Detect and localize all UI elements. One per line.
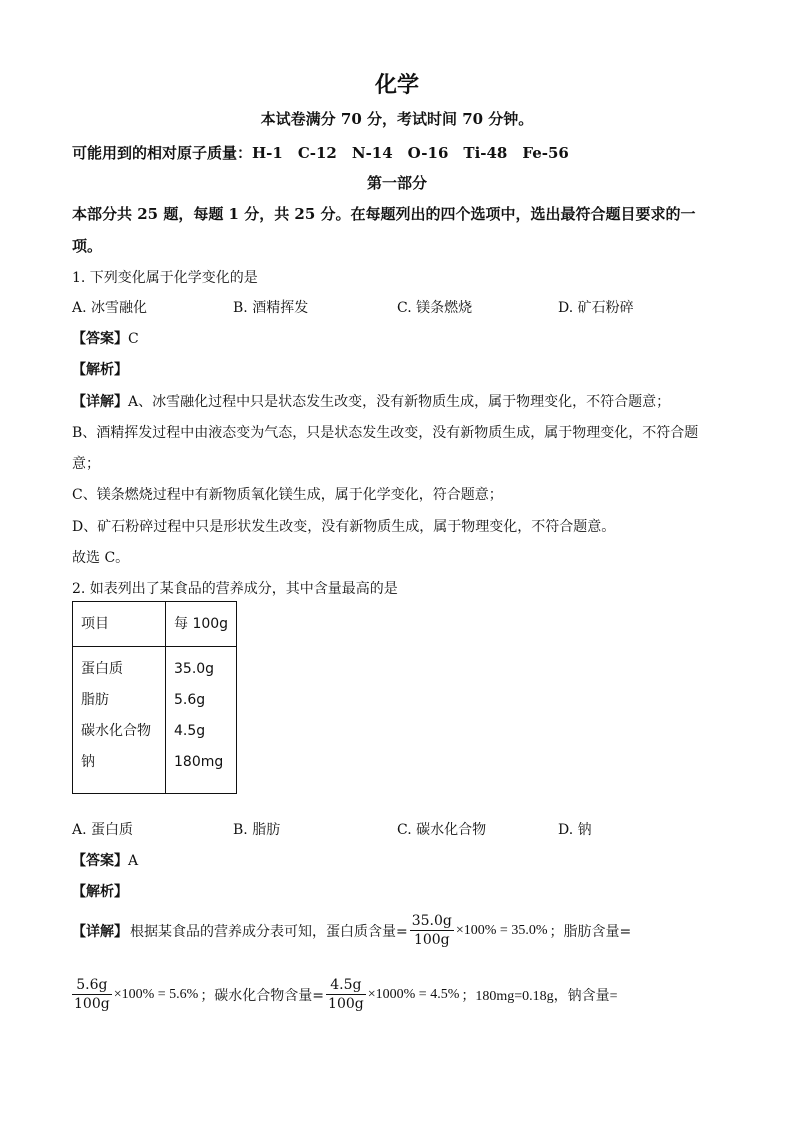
q1-detail-a [72, 391, 670, 411]
fraction-denominator: 100g [328, 996, 364, 1012]
part-title: 第一部分 [366, 174, 427, 192]
q1-detail-c: C、镁条燃烧过程中有新物质氧化镁生成，属于化学变化，符合题意； [72, 487, 503, 503]
q2-detail-line1 [72, 913, 631, 948]
q2-option-c: C. 碳水化合物 [397, 822, 487, 838]
q2-answer [72, 850, 138, 870]
detail-text: A、冰雪融化过程中只是状态发生改变，没有新物质生成，属于物理变化，不符合题意； [128, 394, 671, 410]
answer-value: A [128, 853, 139, 869]
q1-option-a: A. 冰雪融化 [72, 300, 148, 316]
fraction-denominator: 100g [413, 932, 450, 948]
fat-result: ×100% = 5.6% [113, 986, 199, 1002]
fat-label: ；脂肪含量= [549, 923, 632, 940]
detail-intro: 根据某食品的营养成分表可知，蛋白质含量= [130, 923, 408, 940]
q2-analysis-label: 【解析】 [72, 884, 128, 900]
table-body-row [73, 647, 237, 794]
detail-label: 【详解】 [72, 394, 128, 410]
detail-label: 【详解】 [72, 923, 128, 940]
table-header-value: 每 100g [166, 602, 237, 647]
carb-fraction [326, 977, 366, 1012]
answer-label: 【答案】 [72, 331, 128, 347]
q1-option-d: D. 矿石粉碎 [558, 300, 634, 316]
q1-answer [72, 328, 139, 348]
page-title: 化学 [374, 72, 419, 98]
nutrition-table [72, 601, 237, 794]
table-item: 蛋白质 [81, 661, 123, 677]
instructions-line-1: 本部分共 25 题，每题 1 分，共 25 分。在每题列出的四个选项中，选出最符合题目要求的一 [72, 205, 696, 223]
table-item: 碳水化合物 [81, 723, 151, 739]
fraction-denominator: 100g [74, 996, 110, 1012]
fraction-numerator: 4.5g [326, 977, 366, 995]
q2-option-d: D. 钠 [558, 822, 592, 838]
table-value: 35.0g [174, 661, 215, 677]
table-items-cell [73, 647, 166, 794]
q1-stem: 1. 下列变化属于化学变化的是 [72, 270, 258, 286]
table-header-item: 项目 [73, 602, 166, 647]
exam-info: 本试卷满分 70 分，考试时间 70 分钟。 [260, 110, 534, 128]
table-value: 180mg [174, 754, 224, 770]
q1-detail-b-line2: 意； [72, 456, 100, 472]
q1-option-c: C. 镁条燃烧 [397, 300, 473, 316]
table-value: 5.6g [174, 692, 206, 708]
protein-fraction [410, 913, 454, 948]
table-value: 4.5g [174, 723, 206, 739]
fat-fraction [72, 977, 112, 1012]
protein-result: ×100% = 35.0% [455, 922, 548, 938]
instructions-line-2: 项。 [72, 237, 103, 255]
table-item: 脂肪 [81, 692, 109, 708]
fraction-numerator: 5.6g [72, 977, 112, 995]
table-item: 钠 [81, 754, 95, 770]
q1-detail-d: D、矿石粉碎过程中只是形状发生改变，没有新物质生成，属于物理变化，不符合题意。 [72, 519, 616, 535]
carb-result: ×1000% = 4.5% [367, 986, 460, 1002]
table-values-cell [166, 647, 237, 794]
q1-analysis-label: 【解析】 [72, 362, 128, 378]
atomic-mass-line: 可能用到的相对原子质量：H-1 C-12 N-14 O-16 Ti-48 Fe-56 [72, 144, 569, 162]
answer-value: C [128, 331, 139, 347]
q1-conclusion: 故选 C。 [72, 550, 130, 566]
answer-label: 【答案】 [72, 853, 128, 869]
table-header-row [73, 602, 237, 647]
q2-stem: 2. 如表列出了某食品的营养成分，其中含量最高的是 [72, 581, 398, 597]
q2-option-b: B. 脂肪 [233, 822, 281, 838]
q1-detail-b-line1: B、酒精挥发过程中由液态变为气态，只是状态发生改变，没有新物质生成，属于物理变化，不符合题 [72, 425, 699, 441]
q1-option-b: B. 酒精挥发 [233, 300, 309, 316]
q2-option-a: A. 蛋白质 [72, 822, 134, 838]
carb-label: ；碳水化合物含量= [200, 987, 325, 1004]
q2-detail-line2 [72, 977, 618, 1012]
sodium-text: ；180mg=0.18g，钠含量= [461, 988, 618, 1004]
fraction-numerator: 35.0g [411, 913, 452, 929]
